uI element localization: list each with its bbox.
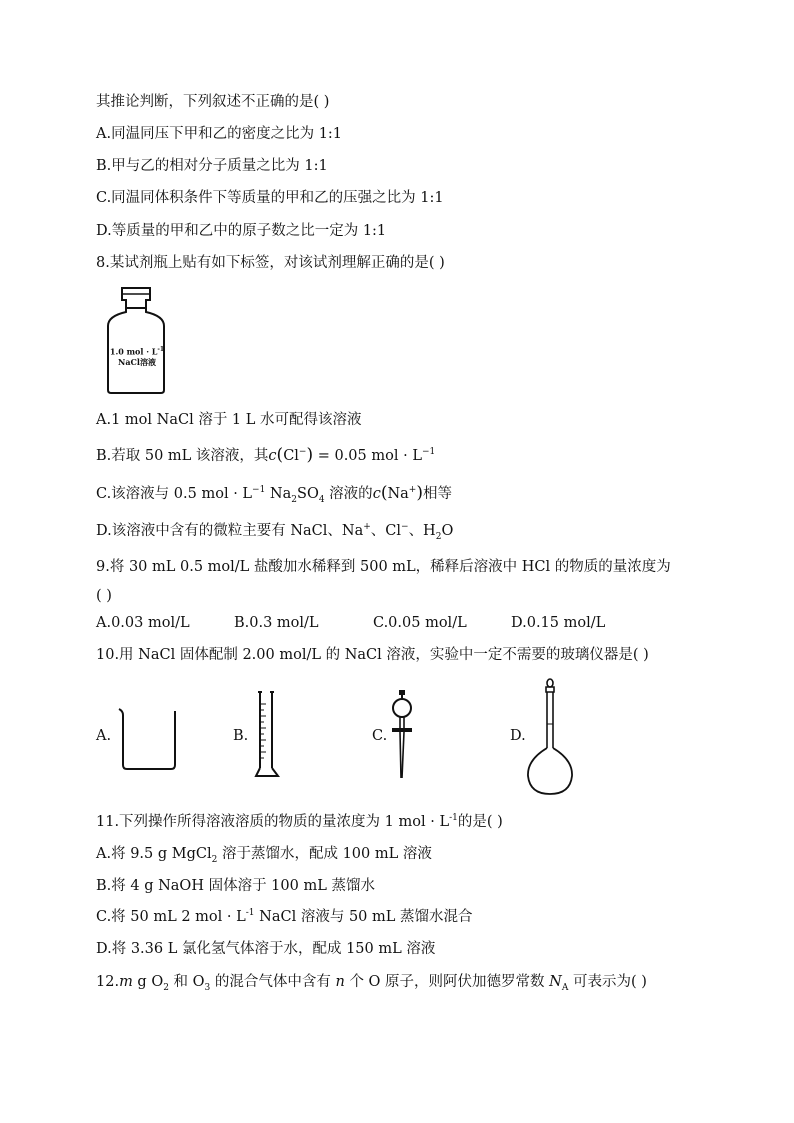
q8-option-a: A.1 mol NaCl 溶于 1 L 水可配得该溶液: [96, 412, 362, 428]
q7-option-d: D.等质量的甲和乙中的原子数之比一定为 1:1: [96, 223, 387, 239]
q9-stem: 9.将 30 mL 0.5 mol/L 盐酸加水稀释到 500 mL，稀释后溶液中 HCl 的物质的量浓度为: [96, 559, 671, 575]
q7-option-a: A.同温同压下甲和乙的密度之比为 1:1: [96, 126, 343, 142]
q8-option-d: D.该溶液中含有的微粒主要有 NaCl、Na+、Cl−、$H_2O$: [96, 522, 454, 542]
bottle-label-exponent: -1: [157, 346, 165, 353]
beaker-icon: [117, 707, 179, 771]
q10-label-c: C.: [372, 728, 388, 744]
q9-option-a: A.0.03 mol/L: [96, 615, 190, 631]
q7-option-b: B.甲与乙的相对分子质量之比为 1:1: [96, 158, 328, 174]
q7-option-c: C.同温同体积条件下等质量的甲和乙的压强之比为 1:1: [96, 190, 444, 206]
separatory-funnel-icon: [388, 690, 416, 782]
q10-label-d: D.: [510, 728, 526, 744]
q11-option-b: B.将 4 g NaOH 固体溶于 100 mL 蒸馏水: [96, 878, 375, 894]
q8-stem: 8.某试剂瓶上贴有如下标签，对该试剂理解正确的是( ): [96, 255, 445, 271]
q10-label-a: A.: [96, 728, 112, 744]
volumetric-flask-icon: [525, 678, 575, 798]
reagent-bottle-icon: [104, 286, 168, 394]
q10-label-b: B.: [233, 728, 249, 744]
q9-options: [96, 615, 716, 637]
q8-option-c: C.该溶液与 0.5 mol · $L^{-1}$ $Na_2SO_4$ 溶液的c(Na+)相等: [96, 483, 452, 505]
q9-option-b: B.0.3 mol/L: [234, 615, 319, 631]
q11-option-c: C.将 50 mL 2 mol · $L^{-1}$ NaCl 溶液与 50 mL 蒸馏水混合: [96, 908, 473, 925]
q11-option-d: D.将 3.36 L 氯化氢气体溶于水，配成 150 mL 溶液: [96, 941, 436, 957]
bottle-label-concentration: 1.0 mol · L: [109, 346, 158, 357]
graduated-cylinder-icon: [254, 690, 280, 778]
q9-option-d: D.0.15 mol/L: [511, 615, 606, 631]
q9-stem-paren: ( ): [96, 588, 112, 604]
q7-stem: 其推论判断，下列叙述不正确的是( ): [96, 94, 330, 110]
q11-option-a: A.将 9.5 g MgCl$_2$ 溶于蒸馏水，配成 100 mL 溶液: [96, 846, 432, 865]
q12-stem: 12.m g $O_2$ 和 $O_3$ 的混合气体中含有 n 个 O 原子，则阿伏加德罗常数 $N_A$ 可表示为( ): [96, 974, 647, 993]
q9-option-c: C.0.05 mol/L: [373, 615, 467, 631]
q11-stem: 11.下列操作所得溶液溶质的物质的量浓度为 1 mol · $L^{-1}$的是( ): [96, 813, 503, 830]
q10-stem: 10.用 NaCl 固体配制 2.00 mol/L 的 NaCl 溶液，实验中一定不需要的玻璃仪器是( ): [96, 647, 649, 663]
bottle-label: [109, 345, 165, 367]
q8-option-b: B.若取 50 mL 该溶液，其c(Cl−) = 0.05 mol · $L^{-1}$: [96, 445, 436, 465]
bottle-label-name: NaCl溶液: [118, 356, 156, 367]
